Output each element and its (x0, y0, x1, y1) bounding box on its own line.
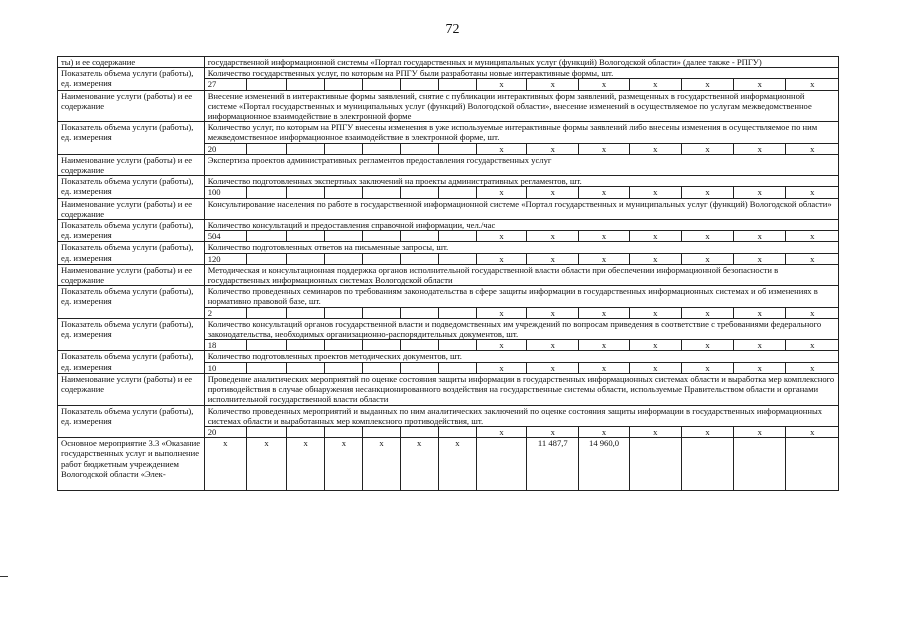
empty-cell (363, 143, 400, 154)
indicator-description: Количество подготовленных ответов на письменные запросы, шт. (204, 242, 838, 253)
x-mark: х (579, 231, 629, 242)
x-mark: х (734, 231, 786, 242)
empty-cell (325, 79, 363, 90)
amount-cell: 11 487,7 (527, 438, 579, 491)
x-mark: х (629, 426, 681, 437)
empty-cell (246, 143, 286, 154)
page-number: 72 (445, 22, 460, 37)
empty-cell (325, 143, 363, 154)
x-mark: х (400, 438, 438, 491)
indicator-description: Количество проведенных мероприятий и выданных по ним аналитических заключений по оценке состояния защиты информации в государственных информационных системах области и выработанных мер комплексного противодействия, шт. (204, 405, 838, 426)
empty-cell (287, 426, 325, 437)
empty-cell (287, 79, 325, 90)
service-name-row (58, 154, 839, 175)
empty-cell (400, 143, 438, 154)
x-mark: х (629, 253, 681, 264)
indicator-value: 18 (204, 340, 246, 351)
x-mark: х (476, 307, 526, 318)
x-mark: х (579, 307, 629, 318)
service-name-row (58, 198, 839, 219)
empty-cell (438, 362, 476, 373)
x-mark: х (246, 438, 286, 491)
empty-cell (438, 187, 476, 198)
empty-cell (438, 143, 476, 154)
row-label: Наименование услуги (работы) и ее содержание (58, 264, 205, 285)
row-label: Показатель объема услуги (работы), ед. измерения (58, 242, 205, 264)
x-mark: х (786, 187, 839, 198)
empty-cell (400, 253, 438, 264)
x-mark: х (629, 143, 681, 154)
x-mark: х (681, 362, 733, 373)
indicator-description: Количество услуг, по которым на РПГУ внесены изменения в уже используемые интерактивные формы заявлений либо внесены изменения в осуществляемое по ним межведомственное информационное взаимодействие в электронной форме, шт. (204, 122, 838, 143)
x-mark: х (527, 143, 579, 154)
x-mark: х (204, 438, 246, 491)
x-mark: х (527, 307, 579, 318)
row-label: Показатель объема услуги (работы), ед. измерения (58, 122, 205, 155)
empty-cell (246, 307, 286, 318)
x-mark: х (681, 231, 733, 242)
service-name-row (58, 90, 839, 122)
x-mark: х (527, 231, 579, 242)
x-mark: х (287, 438, 325, 491)
indicator-row (58, 351, 839, 362)
x-mark: х (476, 362, 526, 373)
empty-cell (287, 340, 325, 351)
program-table (57, 56, 839, 491)
empty-cell (325, 340, 363, 351)
x-mark: х (629, 307, 681, 318)
x-mark: х (476, 79, 526, 90)
x-mark: х (629, 187, 681, 198)
x-mark: х (476, 231, 526, 242)
empty-cell (287, 187, 325, 198)
indicator-description: Количество государственных услуг, по которым на РПГУ были разработаны новые интерактивные формы, шт. (204, 68, 838, 79)
x-mark: х (681, 253, 733, 264)
empty-cell (629, 438, 681, 491)
x-mark: х (476, 426, 526, 437)
x-mark: х (786, 307, 839, 318)
empty-cell (363, 253, 400, 264)
empty-cell (438, 253, 476, 264)
x-mark: х (681, 307, 733, 318)
x-mark: х (527, 340, 579, 351)
service-description: Экспертиза проектов административных регламентов предоставления государственных услуг (204, 154, 838, 175)
x-mark: х (786, 362, 839, 373)
service-description: Консультирование населения по работе в государственной информационной системе «Портал государственных и муниципальных услуг (функций) Вологодской области» (204, 198, 838, 219)
indicator-description: Количество подготовленных экспертных заключений на проекты административных регламентов, шт. (204, 176, 838, 187)
x-mark: х (629, 79, 681, 90)
x-mark: х (579, 253, 629, 264)
x-mark: х (681, 340, 733, 351)
x-mark: х (579, 362, 629, 373)
x-mark: х (681, 143, 733, 154)
empty-cell (476, 438, 526, 491)
x-mark: х (527, 79, 579, 90)
x-mark: х (579, 187, 629, 198)
indicator-value: 2 (204, 307, 246, 318)
indicator-row (58, 242, 839, 253)
empty-cell (438, 340, 476, 351)
x-mark: х (734, 426, 786, 437)
empty-cell (400, 426, 438, 437)
x-mark: х (681, 79, 733, 90)
empty-cell (325, 307, 363, 318)
empty-cell (400, 79, 438, 90)
indicator-value: 20 (204, 143, 246, 154)
row-label: Показатель объема услуги (работы), ед. измерения (58, 68, 205, 90)
x-mark: х (786, 340, 839, 351)
empty-cell (287, 253, 325, 264)
x-mark: х (476, 143, 526, 154)
row-label: Наименование услуги (работы) и ее содержание (58, 198, 205, 219)
x-mark: х (681, 187, 733, 198)
indicator-description: Количество консультаций органов государственной власти и подведомственных им учреждений по вопросам приведения в соответствие с требованиями федерального законодательства, необходимых организационно-распорядительных документов, шт. (204, 318, 838, 339)
x-mark: х (476, 253, 526, 264)
x-mark: х (734, 187, 786, 198)
empty-cell (287, 362, 325, 373)
empty-cell (325, 426, 363, 437)
x-mark: х (527, 362, 579, 373)
indicator-description: Количество консультаций и предоставления справочной информации, чел./час (204, 220, 838, 231)
indicator-description: Количество подготовленных проектов методических документов, шт. (204, 351, 838, 362)
service-description: Проведение аналитических мероприятий по оценке состояния защиты информации в государственных информационных системах области и выработка мер комплексного противодействия в случае обнаружения несанкционированного воздействия на государственные системы области, используемые Правительством области и органами исполнительной государственной власти области (204, 373, 838, 405)
empty-cell (325, 231, 363, 242)
empty-cell (325, 253, 363, 264)
x-mark: х (527, 253, 579, 264)
indicator-value: 27 (204, 79, 246, 90)
empty-cell (786, 438, 839, 491)
empty-cell (734, 438, 786, 491)
indicator-value: 20 (204, 426, 246, 437)
row-label: Наименование услуги (работы) и ее содержание (58, 373, 205, 405)
x-mark: х (325, 438, 363, 491)
indicator-row (58, 286, 839, 307)
amount-cell: 14 960,0 (579, 438, 629, 491)
x-mark: х (476, 340, 526, 351)
margin-mark (0, 576, 8, 577)
empty-cell (363, 307, 400, 318)
empty-cell (363, 362, 400, 373)
x-mark: х (579, 79, 629, 90)
x-mark: х (786, 231, 839, 242)
x-mark: х (629, 362, 681, 373)
row-label: Наименование услуги (работы) и ее содержание (58, 90, 205, 122)
x-mark: х (786, 253, 839, 264)
empty-cell (363, 79, 400, 90)
x-mark: х (681, 426, 733, 437)
empty-cell (246, 362, 286, 373)
indicator-row (58, 405, 839, 426)
empty-cell (363, 340, 400, 351)
indicator-row (58, 122, 839, 143)
empty-cell (287, 143, 325, 154)
x-mark: х (438, 438, 476, 491)
x-mark: х (734, 253, 786, 264)
empty-cell (400, 340, 438, 351)
empty-cell (246, 426, 286, 437)
row-label: Показатель объема услуги (работы), ед. измерения (58, 220, 205, 242)
empty-cell (438, 79, 476, 90)
x-mark: х (734, 340, 786, 351)
empty-cell (287, 231, 325, 242)
main-activity-label: Основное мероприятие 3.3 «Оказание государственных услуг и выполнение работ бюджетным учреждением Вологодской области «Элек- (58, 438, 205, 491)
main-activity-row (58, 438, 839, 491)
empty-cell (400, 362, 438, 373)
empty-cell (246, 340, 286, 351)
x-mark: х (363, 438, 400, 491)
service-description: государственной информационной системы «Портал государственных и муниципальных услуг (функций) Вологодской области» (далее также - РПГУ) (204, 57, 838, 68)
row-label: Показатель объема услуги (работы), ед. измерения (58, 286, 205, 319)
indicator-row (58, 176, 839, 187)
empty-cell (363, 187, 400, 198)
empty-cell (363, 426, 400, 437)
indicator-row (58, 318, 839, 339)
service-description: Внесение изменений в интерактивные формы заявлений, снятие с публикации интерактивных форм заявлений, размещенных в государственной информационной системе «Портал государственных и муниципальных услуг (функций) Вологодской области», внесение изменений в осуществляемое по услугам межведомственное информационное взаимодействие в электронной форме (204, 90, 838, 122)
row-label: Наименование услуги (работы) и ее содержание (58, 154, 205, 175)
x-mark: х (579, 143, 629, 154)
service-name-row (58, 57, 839, 68)
indicator-value: 100 (204, 187, 246, 198)
x-mark: х (579, 426, 629, 437)
empty-cell (246, 231, 286, 242)
empty-cell (438, 307, 476, 318)
empty-cell (400, 307, 438, 318)
row-label: Показатель объема услуги (работы), ед. измерения (58, 351, 205, 373)
empty-cell (246, 79, 286, 90)
row-label: Показатель объема услуги (работы), ед. измерения (58, 318, 205, 351)
row-label: Показатель объема услуги (работы), ед. измерения (58, 405, 205, 438)
indicator-value: 10 (204, 362, 246, 373)
indicator-row (58, 220, 839, 231)
x-mark: х (734, 79, 786, 90)
x-mark: х (476, 187, 526, 198)
x-mark: х (527, 187, 579, 198)
empty-cell (325, 362, 363, 373)
x-mark: х (734, 362, 786, 373)
empty-cell (438, 426, 476, 437)
empty-cell (681, 438, 733, 491)
service-name-row (58, 373, 839, 405)
indicator-value: 504 (204, 231, 246, 242)
x-mark: х (786, 79, 839, 90)
row-label: ты) и ее содержание (58, 57, 205, 68)
empty-cell (400, 187, 438, 198)
indicator-description: Количество проведенных семинаров по требованиям законодательства в сфере защиты информации в государственных информационных системах и об изменениях в нормативно правовой базе, шт. (204, 286, 838, 307)
service-description: Методическая и консультационная поддержка органов исполнительной государственной власти области при обеспечении информационной безопасности в государственных информационных системах Вологодской области (204, 264, 838, 285)
empty-cell (400, 231, 438, 242)
row-label: Показатель объема услуги (работы), ед. измерения (58, 176, 205, 198)
empty-cell (287, 307, 325, 318)
x-mark: х (786, 426, 839, 437)
indicator-row (58, 68, 839, 79)
x-mark: х (629, 340, 681, 351)
empty-cell (325, 187, 363, 198)
empty-cell (246, 187, 286, 198)
empty-cell (363, 231, 400, 242)
x-mark: х (527, 426, 579, 437)
service-name-row (58, 264, 839, 285)
table-body (58, 57, 839, 491)
x-mark: х (734, 143, 786, 154)
x-mark: х (734, 307, 786, 318)
x-mark: х (786, 143, 839, 154)
x-mark: х (629, 231, 681, 242)
indicator-value: 120 (204, 253, 246, 264)
empty-cell (246, 253, 286, 264)
x-mark: х (579, 340, 629, 351)
empty-cell (438, 231, 476, 242)
